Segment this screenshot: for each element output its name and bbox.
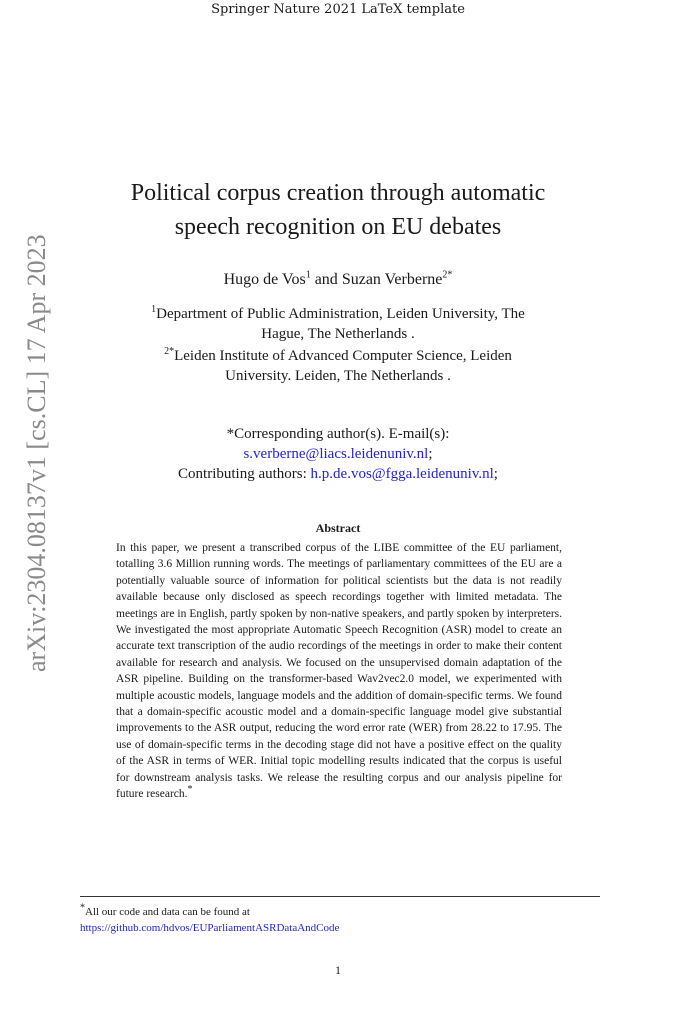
affiliation-2 xyxy=(100,346,576,386)
paper-title xyxy=(70,176,606,244)
author-2-mark: 2* xyxy=(442,269,453,281)
corresponding-email-link[interactable]: s.verberne@liacs.leidenuniv.nl xyxy=(243,446,429,462)
contributing-email-suffix: ; xyxy=(493,466,498,482)
author-2-name: Suzan Verberne xyxy=(341,271,443,288)
correspondence-block xyxy=(70,424,606,484)
running-head: Springer Nature 2021 LaTeX template xyxy=(211,2,465,17)
affiliation-2-mark: 2* xyxy=(164,346,175,357)
affiliation-2-line-1: Leiden Institute of Advanced Computer Science, Leiden xyxy=(174,348,512,364)
footnote xyxy=(80,904,600,936)
author-connector: and xyxy=(310,271,342,288)
affiliation-1 xyxy=(100,304,576,344)
abstract-text xyxy=(116,540,562,803)
affiliation-1-line-1: Department of Public Administration, Leiden University, The xyxy=(156,306,525,322)
footnote-rule xyxy=(80,896,600,897)
contributing-label: Contributing authors: xyxy=(178,466,311,482)
arxiv-side-stamp: arXiv:2304.08137v1 [cs.CL] 17 Apr 2023 xyxy=(22,234,51,672)
abstract-paragraph: In this paper, we present a transcribed corpus of the LIBE committee of the EU parliament, totalling 3.6 Million running words. The meetings of parliamentary committees of the EU are a potentially valuable source of information for political scientists but the data is not readily available because only disclosed as speech recordings together with limited metadata. The meetings are in English, partly spoken by non-native speakers, and partly spoken by interpreters. We investigated the most appropriate Automatic Speech Recognition (ASR) model to create an accurate text transcription of the audio recordings of the meetings in order to make their content available for research and analysis. We focused on the unsupervised domain adaptation of the ASR pipeline. Building on the transformer-based Wav2vec2.0 model, we experimented with multiple acoustic models, language models and the addition of domain-specific terms. We found that a domain-specific acoustic model and a domain-specific language model give substantial improvements to the ASR output, reducing the word error rate (WER) from 28.22 to 17.95. The use of domain-specific terms in the decoding stage did not have a positive effect on the quality of the ASR in terms of WER. Initial topic modelling results indicated that the corpus is useful for downstream analysis tasks. We release the resulting corpus and our analysis pipeline for future research. xyxy=(116,542,562,801)
corresponding-label: *Corresponding author(s). E-mail(s): xyxy=(226,426,450,442)
contributing-email-link[interactable]: h.p.de.vos@fgga.leidenuniv.nl xyxy=(310,466,494,482)
affiliation-1-mark: 1 xyxy=(151,304,157,315)
title-line-1: Political corpus creation through automatic xyxy=(130,180,546,206)
page-number: 1 xyxy=(335,963,341,977)
abstract-heading: Abstract xyxy=(315,521,361,535)
footnote-mark: * xyxy=(80,902,85,914)
affiliation-2-line-2: University. Leiden, The Netherlands . xyxy=(225,368,451,384)
author-1-name: Hugo de Vos xyxy=(223,271,306,288)
corresponding-email-suffix: ; xyxy=(428,446,433,462)
author-1-mark: 1 xyxy=(305,269,311,281)
footnote-text: All our code and data can be found at xyxy=(85,906,250,918)
title-line-2: speech recognition on EU debates xyxy=(174,214,502,240)
abstract-footnote-mark: * xyxy=(187,784,193,796)
affiliation-1-line-2: Hague, The Netherlands . xyxy=(261,326,415,342)
author-list xyxy=(70,270,606,290)
footnote-url-link[interactable]: https://github.com/hdvos/EUParliamentASRDataAndCode xyxy=(80,922,340,934)
